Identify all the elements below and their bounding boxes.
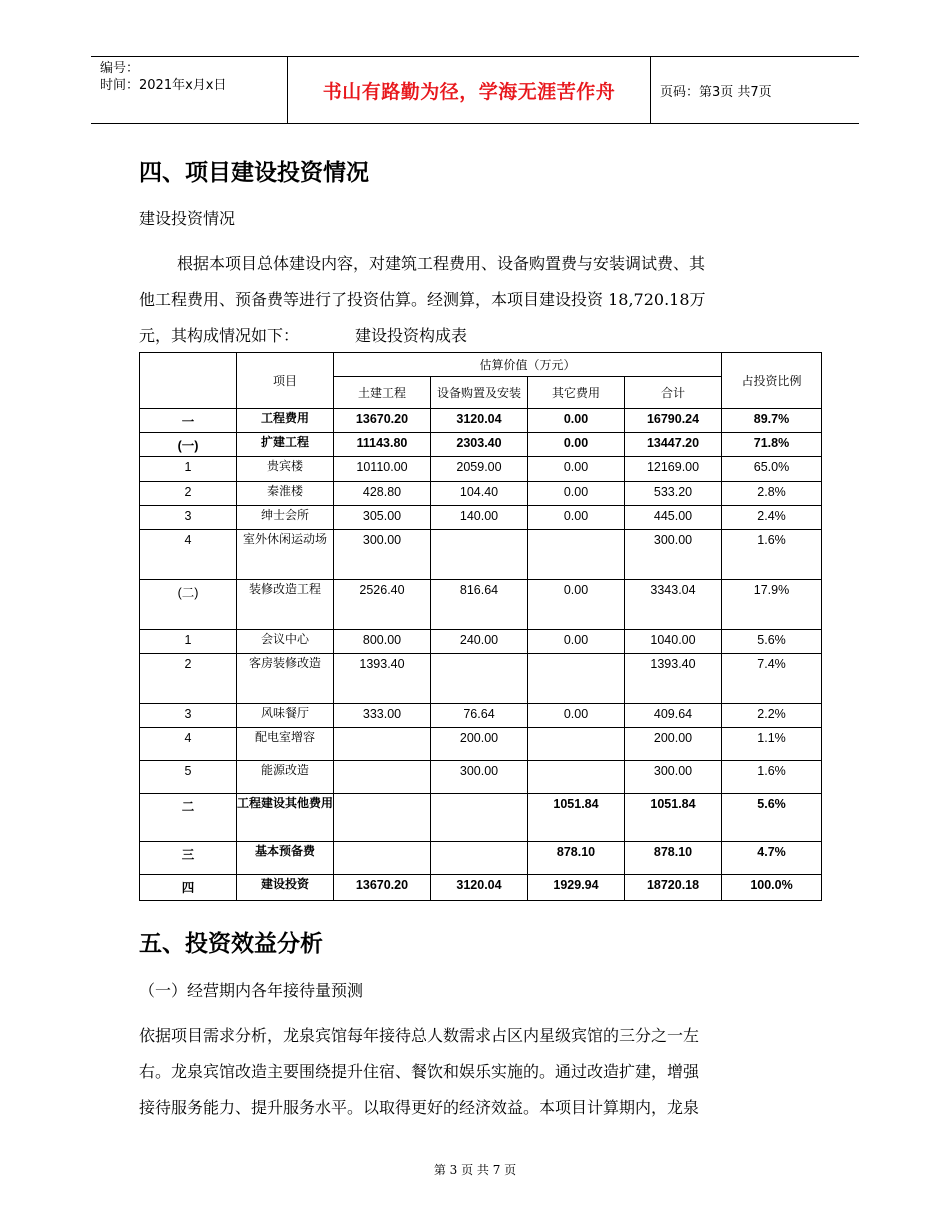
row-number-cell [140, 506, 237, 530]
row-other-cell-value [528, 728, 624, 731]
investment-table [139, 352, 822, 901]
row-total-cell-value: 200.00 [653, 731, 693, 745]
section-4-paragraph-line-1: 根据本项目总体建设内容，对建筑工程费用、设备购置费与安装调试费、其 [177, 254, 706, 273]
row-equipment-cell-value [431, 530, 527, 533]
row-ratio-cell [722, 728, 822, 761]
table-row [140, 580, 822, 630]
row-ratio-cell-value: 2.8% [757, 485, 786, 499]
section-5-subtitle: （一）经营期内各年接待量预测 [139, 981, 364, 1000]
row-name-cell: 秦淮楼 [237, 482, 334, 506]
row-civil-cell-value: 11143.80 [356, 436, 408, 450]
header-page-info: 页码：第3页 共7页 [660, 84, 772, 100]
row-other-cell-value: 0.00 [563, 412, 589, 426]
row-total-cell [625, 409, 722, 433]
row-number-cell-value: 2 [184, 657, 192, 671]
row-civil-cell-value: 300.00 [362, 533, 402, 547]
row-total-cell [625, 761, 722, 794]
row-other-cell-value: 0.00 [563, 436, 589, 450]
section-5-paragraph-line-1: 依据项目需求分析，龙泉宾馆每年接待总人数需求占区内星级宾馆的三分之一左 [139, 1026, 700, 1045]
row-name-cell: 基本预备费 [237, 842, 334, 875]
row-total-cell-value: 1393.40 [650, 657, 696, 671]
row-equipment-cell [431, 704, 528, 728]
row-other-cell-value: 0.00 [563, 485, 589, 499]
row-other-cell [528, 580, 625, 630]
row-equipment-cell-value: 240.00 [459, 633, 499, 647]
row-total-cell-value: 12169.00 [646, 460, 700, 474]
row-number-cell [140, 433, 237, 457]
row-name-cell: 客房装修改造 [237, 654, 334, 704]
row-other-cell [528, 654, 625, 704]
row-ratio-cell [722, 761, 822, 794]
row-other-cell [528, 409, 625, 433]
row-name-cell: 工程费用 [237, 409, 334, 433]
row-ratio-cell [722, 409, 822, 433]
row-total-cell-value: 300.00 [653, 764, 693, 778]
table-row [140, 875, 822, 901]
row-civil-cell [334, 433, 431, 457]
row-civil-cell [334, 704, 431, 728]
row-name-cell: 风味餐厅 [237, 704, 334, 728]
row-civil-cell-value [334, 761, 430, 764]
row-total-cell [625, 433, 722, 457]
row-name-cell: 能源改造 [237, 761, 334, 794]
row-ratio-cell-value: 2.4% [757, 509, 786, 523]
row-equipment-cell [431, 433, 528, 457]
row-civil-cell-value [334, 728, 430, 731]
row-name-cell: 室外休闲运动场 [237, 530, 334, 580]
row-other-cell-value: 878.10 [556, 845, 596, 859]
row-equipment-cell [431, 530, 528, 580]
row-equipment-cell-value: 76.64 [463, 707, 495, 721]
row-name-cell: 建设投资 [237, 875, 334, 901]
row-total-cell [625, 794, 722, 842]
row-number-cell [140, 457, 237, 482]
section-4-paragraph-line-2: 他工程费用、预备费等进行了投资估算。经测算，本项目建设投资 18,720.18万 [139, 290, 706, 309]
row-total-cell-value: 13447.20 [646, 436, 700, 450]
row-number-cell-value: 1 [184, 460, 192, 474]
row-civil-cell-value: 428.80 [362, 485, 402, 499]
row-name-cell: 会议中心 [237, 630, 334, 654]
table-row [140, 433, 822, 457]
table-body [140, 409, 822, 901]
row-number-cell-value: 1 [184, 633, 192, 647]
row-ratio-cell [722, 433, 822, 457]
row-equipment-cell [431, 506, 528, 530]
doc-time-label: 时间：2021年x月x日 [100, 78, 227, 93]
row-number-cell [140, 761, 237, 794]
row-equipment-cell [431, 728, 528, 761]
row-total-cell [625, 530, 722, 580]
row-other-cell [528, 630, 625, 654]
row-number-cell-value: 4 [184, 731, 192, 745]
row-other-cell [528, 875, 625, 901]
row-number-cell-value: 3 [184, 707, 192, 721]
row-ratio-cell [722, 794, 822, 842]
row-total-cell-value: 3343.04 [650, 583, 696, 597]
row-civil-cell [334, 530, 431, 580]
row-equipment-cell-value: 300.00 [459, 764, 499, 778]
row-number-cell [140, 482, 237, 506]
row-total-cell [625, 842, 722, 875]
header-meta [91, 57, 287, 123]
section-4-subtitle: 建设投资情况 [139, 209, 236, 228]
row-ratio-cell [722, 842, 822, 875]
row-civil-cell [334, 409, 431, 433]
row-equipment-cell [431, 457, 528, 482]
row-equipment-cell [431, 875, 528, 901]
row-equipment-cell-value: 140.00 [459, 509, 499, 523]
header-blank-cell [140, 353, 237, 409]
doc-number-label: 编号： [100, 61, 140, 76]
row-ratio-cell [722, 530, 822, 580]
row-civil-cell [334, 842, 431, 875]
row-equipment-cell [431, 654, 528, 704]
row-ratio-cell-value: 7.4% [757, 657, 786, 671]
row-civil-cell-value: 305.00 [362, 509, 402, 523]
row-civil-cell-value [334, 842, 430, 845]
row-civil-cell [334, 654, 431, 704]
row-ratio-cell-value: 5.6% [757, 633, 786, 647]
page-header [91, 56, 859, 124]
row-total-cell [625, 704, 722, 728]
row-ratio-cell-value: 100.0% [750, 878, 793, 892]
row-other-cell [528, 530, 625, 580]
row-equipment-cell [431, 794, 528, 842]
row-equipment-cell-value: 2059.00 [456, 460, 502, 474]
row-number-cell-value: 二 [181, 800, 195, 814]
row-other-cell [528, 433, 625, 457]
row-number-cell [140, 654, 237, 704]
table-row [140, 794, 822, 842]
row-other-cell [528, 761, 625, 794]
row-name-cell: 工程建设其他费用 [237, 794, 334, 842]
row-total-cell [625, 580, 722, 630]
row-civil-cell [334, 482, 431, 506]
section-4-paragraph-line-3: 元，其构成情况如下： [139, 326, 300, 345]
header-total: 合计 [625, 377, 722, 409]
table-row [140, 630, 822, 654]
row-total-cell [625, 875, 722, 901]
row-equipment-cell [431, 761, 528, 794]
row-total-cell-value: 16790.24 [646, 412, 700, 426]
row-equipment-cell-value: 200.00 [459, 731, 499, 745]
row-other-cell [528, 794, 625, 842]
row-number-cell [140, 409, 237, 433]
row-equipment-cell-value: 2303.40 [456, 436, 502, 450]
row-number-cell [140, 875, 237, 901]
row-number-cell [140, 728, 237, 761]
row-number-cell [140, 580, 237, 630]
row-total-cell [625, 728, 722, 761]
row-total-cell-value: 1040.00 [650, 633, 696, 647]
row-number-cell-value: 5 [184, 764, 192, 778]
row-civil-cell [334, 580, 431, 630]
row-civil-cell-value: 10110.00 [356, 460, 408, 474]
row-other-cell-value: 1051.84 [553, 797, 599, 811]
row-number-cell-value: 2 [184, 485, 192, 499]
row-other-cell-value: 0.00 [563, 707, 589, 721]
row-number-cell [140, 704, 237, 728]
header-motto: 书山有路勤为径，学海无涯苦作舟 [287, 57, 651, 123]
row-other-cell-value [528, 530, 624, 533]
row-ratio-cell-value: 2.2% [757, 707, 786, 721]
table-row [140, 654, 822, 704]
row-number-cell [140, 842, 237, 875]
row-ratio-cell [722, 580, 822, 630]
row-civil-cell [334, 630, 431, 654]
row-name-cell: 扩建工程 [237, 433, 334, 457]
row-other-cell-value: 0.00 [563, 509, 589, 523]
header-ratio: 占投资比例 [722, 353, 822, 409]
row-number-cell-value: (二) [177, 586, 199, 600]
row-other-cell [528, 457, 625, 482]
row-other-cell-value [528, 761, 624, 764]
row-civil-cell [334, 761, 431, 794]
row-ratio-cell-value: 89.7% [753, 412, 790, 426]
header-equipment: 设备购置及安装 [431, 377, 528, 409]
row-other-cell-value: 1929.94 [553, 878, 599, 892]
row-equipment-cell-value: 816.64 [459, 583, 499, 597]
table-caption: 建设投资构成表 [355, 326, 468, 345]
row-equipment-cell-value [431, 654, 527, 657]
row-number-cell-value: 3 [184, 509, 192, 523]
row-other-cell [528, 506, 625, 530]
row-total-cell [625, 482, 722, 506]
row-equipment-cell-value [431, 794, 527, 797]
row-ratio-cell-value: 71.8% [753, 436, 790, 450]
row-civil-cell-value: 333.00 [362, 707, 402, 721]
table-row [140, 482, 822, 506]
row-total-cell [625, 457, 722, 482]
row-other-cell [528, 482, 625, 506]
page-footer: 第 3 页 共 7 页 [433, 1163, 517, 1177]
section-4-title: 四、项目建设投资情况 [139, 160, 369, 186]
row-other-cell [528, 704, 625, 728]
row-equipment-cell [431, 630, 528, 654]
row-name-cell: 绅士会所 [237, 506, 334, 530]
header-item: 项目 [237, 353, 334, 409]
row-ratio-cell [722, 482, 822, 506]
table-row [140, 842, 822, 875]
row-civil-cell-value: 800.00 [362, 633, 402, 647]
row-total-cell-value: 533.20 [653, 485, 693, 499]
row-ratio-cell [722, 630, 822, 654]
row-total-cell-value: 878.10 [653, 845, 693, 859]
header-other: 其它费用 [528, 377, 625, 409]
section-5-paragraph-line-2: 右。龙泉宾馆改造主要围绕提升住宿、餐饮和娱乐实施的。通过改造扩建，增强 [139, 1062, 700, 1081]
row-name-cell: 配电室增容 [237, 728, 334, 761]
header-civil: 土建工程 [334, 377, 431, 409]
row-civil-cell [334, 794, 431, 842]
row-other-cell-value: 0.00 [563, 583, 589, 597]
row-civil-cell-value: 13670.20 [355, 878, 409, 892]
row-name-cell: 装修改造工程 [237, 580, 334, 630]
row-number-cell-value: 四 [181, 881, 195, 895]
row-other-cell [528, 728, 625, 761]
row-total-cell [625, 654, 722, 704]
row-ratio-cell-value: 17.9% [753, 583, 790, 597]
row-equipment-cell [431, 580, 528, 630]
row-total-cell [625, 630, 722, 654]
row-civil-cell-value: 13670.20 [355, 412, 409, 426]
row-total-cell-value: 1051.84 [650, 797, 696, 811]
row-equipment-cell [431, 842, 528, 875]
row-equipment-cell-value: 104.40 [459, 485, 499, 499]
row-total-cell [625, 506, 722, 530]
row-number-cell [140, 794, 237, 842]
table-row [140, 704, 822, 728]
row-other-cell-value [528, 654, 624, 657]
row-number-cell [140, 630, 237, 654]
row-other-cell-value: 0.00 [563, 633, 589, 647]
row-ratio-cell [722, 704, 822, 728]
row-equipment-cell-value: 3120.04 [456, 878, 502, 892]
row-ratio-cell-value: 4.7% [757, 845, 786, 859]
row-civil-cell [334, 728, 431, 761]
row-ratio-cell-value: 1.6% [757, 533, 786, 547]
row-civil-cell [334, 457, 431, 482]
table-row [140, 761, 822, 794]
row-number-cell [140, 530, 237, 580]
row-number-cell-value: 4 [184, 533, 192, 547]
row-name-cell: 贵宾楼 [237, 457, 334, 482]
row-total-cell-value: 409.64 [653, 707, 693, 721]
table-row [140, 457, 822, 482]
row-total-cell-value: 445.00 [653, 509, 693, 523]
row-equipment-cell [431, 482, 528, 506]
row-civil-cell [334, 506, 431, 530]
section-5-title: 五、投资效益分析 [139, 931, 323, 957]
row-equipment-cell-value: 3120.04 [456, 412, 502, 426]
row-equipment-cell-value [431, 842, 527, 845]
row-ratio-cell [722, 654, 822, 704]
row-ratio-cell-value: 1.1% [757, 731, 786, 745]
row-number-cell-value: 三 [181, 848, 195, 862]
row-other-cell-value: 0.00 [563, 460, 589, 474]
row-civil-cell-value [334, 794, 430, 797]
row-other-cell [528, 842, 625, 875]
table-header-row-1 [140, 353, 822, 377]
row-ratio-cell [722, 875, 822, 901]
row-ratio-cell [722, 506, 822, 530]
row-civil-cell-value: 1393.40 [359, 657, 405, 671]
table-row [140, 728, 822, 761]
row-ratio-cell-value: 65.0% [753, 460, 790, 474]
row-number-cell-value: (一) [177, 439, 199, 453]
row-number-cell-value: 一 [181, 415, 195, 429]
table-row [140, 530, 822, 580]
section-5-paragraph-line-3: 接待服务能力、提升服务水平。以取得更好的经济效益。本项目计算期内，龙泉 [139, 1098, 700, 1117]
row-total-cell-value: 18720.18 [646, 878, 700, 892]
row-ratio-cell [722, 457, 822, 482]
row-equipment-cell [431, 409, 528, 433]
header-estimate: 估算价值（万元） [334, 353, 722, 377]
row-ratio-cell-value: 1.6% [757, 764, 786, 778]
row-ratio-cell-value: 5.6% [757, 797, 786, 811]
row-civil-cell-value: 2526.40 [359, 583, 405, 597]
row-civil-cell [334, 875, 431, 901]
table-row [140, 506, 822, 530]
table-row [140, 409, 822, 433]
row-total-cell-value: 300.00 [653, 533, 693, 547]
